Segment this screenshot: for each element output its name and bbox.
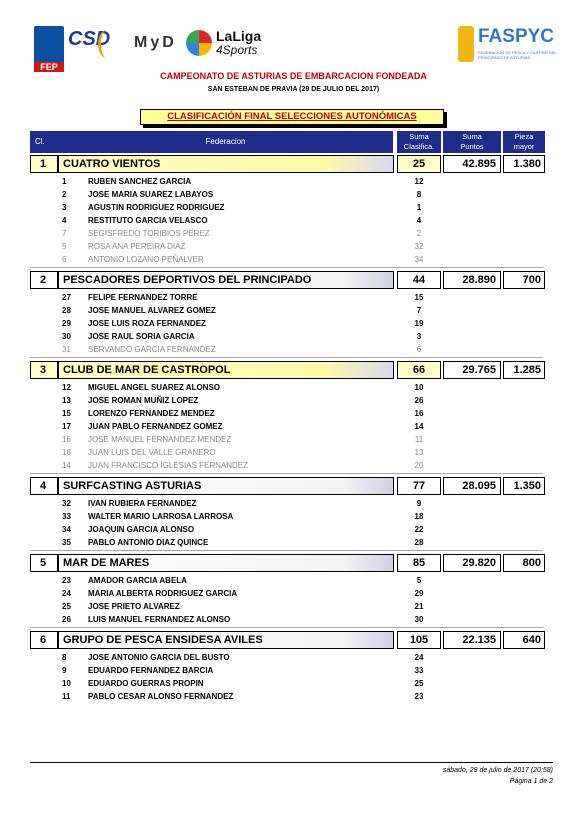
member-row: [30, 574, 545, 587]
member-name: LUIS MANUEL FERNANDEZ ALONSO: [88, 615, 231, 624]
team-position: 6: [40, 634, 47, 646]
team-name-cell: [58, 554, 394, 572]
member-clasifica: 18: [414, 512, 424, 521]
member-number: 34: [62, 525, 71, 534]
team-suma-clasifica-cell: [397, 477, 441, 495]
team-position: 5: [40, 557, 47, 569]
member-number: 11: [62, 692, 71, 701]
member-number: 15: [62, 409, 71, 418]
member-name: JOSE PRIETO ALVAREZ: [88, 602, 180, 611]
member-name: WALTER MARIO LARROSA LARROSA: [88, 512, 234, 521]
myd-logo: MyD: [134, 34, 177, 51]
member-row: [30, 433, 545, 446]
member-clasifica: 24: [414, 653, 424, 662]
team-position-cell: [30, 361, 58, 379]
member-row: [30, 330, 545, 343]
team-suma-clasifica-cell: [397, 361, 441, 379]
col-header-suma-puntos: [443, 131, 501, 153]
team-name-cell: [58, 361, 394, 379]
team-row: [30, 361, 545, 379]
footer-page: Página 1 de 2: [509, 778, 553, 785]
team-name: CUATRO VIENTOS: [63, 158, 161, 170]
member-number: 16: [62, 435, 71, 444]
team-suma-clasifica-cell: [397, 554, 441, 572]
member-clasifica: 10: [414, 383, 424, 392]
member-row: [30, 459, 545, 472]
team-position: 4: [40, 480, 47, 492]
member-clasifica: 13: [414, 448, 424, 457]
member-name: JOSE LUIS ROZA FERNANDEZ: [88, 319, 206, 328]
member-name: MARIA ALBERTA RODRIGUEZ GARCIA: [88, 589, 238, 598]
col-header-suma-clasifica: [397, 131, 441, 153]
member-clasifica: 19: [414, 319, 424, 328]
team-block: [30, 477, 545, 552]
member-number: 8: [62, 653, 67, 662]
team-suma-clasifica: 85: [412, 557, 426, 569]
member-name: FELIPE FERNANDEZ TORRE: [88, 293, 198, 302]
team-suma-clasifica: 77: [412, 480, 426, 492]
member-row: [30, 407, 545, 420]
member-name: JOSE ANTONIO GARCIA DEL BUSTO: [88, 653, 230, 662]
member-name: JUAN LUIS DEL VALLE GRANERO: [88, 448, 216, 457]
member-clasifica: 7: [416, 306, 422, 315]
col-federacion-label: Federacion: [205, 137, 246, 146]
member-row: [30, 497, 545, 510]
csd-logo: CSD: [68, 28, 111, 50]
team-suma-clasifica: 105: [409, 634, 429, 646]
col-puntos-label-1: Suma: [462, 132, 482, 141]
member-clasifica: 29: [414, 589, 424, 598]
member-number: 9: [62, 666, 67, 675]
member-number: 5: [62, 242, 67, 251]
team-name-cell: [58, 155, 394, 173]
member-row: [30, 651, 545, 664]
team-position: 3: [40, 364, 47, 376]
member-name: PABLO CESAR ALONSO FERNANDEZ: [88, 692, 234, 701]
member-clasifica: 26: [414, 396, 424, 405]
member-row: [30, 394, 545, 407]
member-row: [30, 613, 545, 626]
member-number: 26: [62, 615, 71, 624]
team-suma-puntos: 29.820: [462, 557, 496, 569]
member-clasifica: 21: [414, 602, 424, 611]
team-separator: [30, 473, 543, 475]
member-row: [30, 600, 545, 613]
member-name: RESTITUTO GARCIA VELASCO: [88, 216, 208, 225]
team-suma-puntos: 22.135: [462, 634, 496, 646]
member-name: PABLO ANTONIO DIAZ QUINCE: [88, 538, 209, 547]
team-row: [30, 271, 545, 289]
member-number: 14: [62, 461, 71, 470]
championship-title: CAMPEONATO DE ASTURIAS DE EMBARCACION FONDEADA: [160, 71, 427, 81]
team-suma-clasifica: 44: [412, 274, 426, 286]
laliga-logo: [216, 29, 261, 57]
member-name: JUAN PABLO FERNANDEZ GOMEZ: [88, 422, 223, 431]
member-number: 23: [62, 576, 71, 585]
faspyc-mark-icon: [458, 26, 474, 62]
member-clasifica: 4: [416, 216, 422, 225]
footer-date: sábado, 29 de julio de 2017 (20:58): [442, 767, 553, 774]
member-name: ROSA ANA PEREIRA DIAZ: [88, 242, 186, 251]
team-suma-puntos: 42.895: [462, 158, 496, 170]
team-pieza-mayor-cell: [503, 361, 545, 379]
team-block: [30, 631, 545, 703]
member-row: [30, 510, 545, 523]
faspyc-logo: [458, 24, 558, 72]
team-pieza-mayor-cell: [503, 271, 545, 289]
member-number: 7: [62, 229, 67, 238]
team-suma-clasifica-cell: [397, 631, 441, 649]
member-row: [30, 188, 545, 201]
logo-bar: [30, 24, 560, 76]
team-position-cell: [30, 477, 58, 495]
team-row: [30, 477, 545, 495]
member-clasifica: 34: [414, 255, 424, 264]
team-suma-puntos: 28.890: [462, 274, 496, 286]
member-name: JOSE MARIA SUAREZ LABAYOS: [88, 190, 214, 199]
team-row: [30, 631, 545, 649]
team-suma-clasifica-cell: [397, 271, 441, 289]
member-row: [30, 201, 545, 214]
team-pieza-mayor: 1.350: [513, 480, 541, 492]
member-clasifica: 32: [414, 242, 424, 251]
member-name: JOSE ROMAN MUÑIZ LOPEZ: [88, 396, 199, 405]
member-row: [30, 317, 545, 330]
member-name: AGUSTIN RODRIGUEZ RODRIGUEZ: [88, 203, 225, 212]
member-row: [30, 343, 545, 356]
member-name: RUBEN SANCHEZ GARCIA: [88, 177, 192, 186]
member-row: [30, 240, 545, 253]
member-number: 4: [62, 216, 67, 225]
member-row: [30, 175, 545, 188]
member-name: JOSE MANUEL ALVAREZ GOMEZ: [88, 306, 216, 315]
laliga-line1: LaLiga: [216, 28, 262, 44]
member-row: [30, 253, 545, 266]
member-name: IVAN RUBIERA FERNANDEZ: [88, 499, 197, 508]
member-number: 18: [62, 448, 71, 457]
member-clasifica: 30: [414, 615, 424, 624]
team-pieza-mayor: 700: [522, 274, 541, 286]
team-name: MAR DE MARES: [63, 557, 150, 569]
col-pieza-label-2: mayor: [513, 142, 535, 151]
member-name: JOSE RAUL SORIA GARCIA: [88, 332, 195, 341]
team-pieza-mayor-cell: [503, 631, 545, 649]
member-number: 6: [62, 255, 67, 264]
member-row: [30, 664, 545, 677]
team-position-cell: [30, 554, 58, 572]
member-number: 25: [62, 602, 71, 611]
team-pieza-mayor-cell: [503, 477, 545, 495]
member-clasifica: 16: [414, 409, 424, 418]
team-suma-puntos-cell: [443, 554, 501, 572]
member-number: 27: [62, 293, 71, 302]
member-row: [30, 536, 545, 549]
member-clasifica: 1: [416, 203, 422, 212]
team-separator: [30, 627, 543, 629]
member-name: JOAQUIN GARCIA ALONSO: [88, 525, 195, 534]
member-number: 31: [62, 345, 71, 354]
member-number: 29: [62, 319, 71, 328]
member-row: [30, 690, 545, 703]
member-clasifica: 14: [414, 422, 424, 431]
team-name: GRUPO DE PESCA ENSIDESA AVILES: [63, 634, 263, 646]
member-number: 35: [62, 538, 71, 547]
member-clasifica: 20: [414, 461, 424, 470]
team-block: [30, 554, 545, 629]
member-clasifica: 23: [414, 692, 424, 701]
col-header-cl: [30, 131, 58, 153]
team-suma-clasifica-cell: [397, 155, 441, 173]
member-number: 24: [62, 589, 71, 598]
team-suma-clasifica: 25: [412, 158, 426, 170]
team-name-cell: [58, 631, 394, 649]
team-suma-puntos-cell: [443, 631, 501, 649]
member-clasifica: 12: [414, 177, 424, 186]
team-pieza-mayor: 1.380: [513, 158, 541, 170]
member-number: 30: [62, 332, 71, 341]
member-clasifica: 9: [416, 499, 422, 508]
csd-arc-icon: [98, 30, 115, 58]
team-pieza-mayor: 800: [522, 557, 541, 569]
member-number: 2: [62, 190, 67, 199]
team-name: SURFCASTING ASTURIAS: [63, 480, 202, 492]
section-title: CLASIFICACIÓN FINAL SELECCIONES AUTONÓMICAS: [140, 109, 444, 125]
member-row: [30, 523, 545, 536]
member-row: [30, 587, 545, 600]
member-name: LORENZO FERNANDEZ MENDEZ: [88, 409, 215, 418]
team-name: PESCADORES DEPORTIVOS DEL PRINCIPADO: [63, 274, 312, 286]
col-header-federacion: [58, 131, 393, 153]
fep-logo-text: FEP: [34, 62, 64, 72]
team-separator: [30, 267, 543, 269]
member-row: [30, 214, 545, 227]
member-clasifica: 6: [416, 345, 422, 354]
member-number: 10: [62, 679, 71, 688]
member-name: EDUARDO FERNANDEZ BARCIA: [88, 666, 214, 675]
team-suma-puntos-cell: [443, 271, 501, 289]
member-name: SERVANDO GARCIA FERNANDEZ: [88, 345, 216, 354]
member-row: [30, 446, 545, 459]
member-number: 13: [62, 396, 71, 405]
member-number: 17: [62, 422, 71, 431]
member-number: 28: [62, 306, 71, 315]
team-pieza-mayor-cell: [503, 155, 545, 173]
team-block: [30, 361, 545, 475]
member-number: 3: [62, 203, 67, 212]
team-separator: [30, 550, 543, 552]
col-puntos-label-2: Puntos: [460, 142, 484, 151]
member-clasifica: 33: [414, 666, 424, 675]
member-name: SEGISFREDO TORIBIOS PEREZ: [88, 229, 210, 238]
member-clasifica: 22: [414, 525, 424, 534]
fep-logo: [34, 26, 64, 66]
member-row: [30, 291, 545, 304]
member-clasifica: 8: [416, 190, 422, 199]
member-row: [30, 227, 545, 240]
member-clasifica: 15: [414, 293, 424, 302]
member-row: [30, 677, 545, 690]
member-row: [30, 420, 545, 433]
member-name: JUAN FRANCISCO IGLESIAS FERNANDEZ: [88, 461, 249, 470]
member-clasifica: 25: [414, 679, 424, 688]
team-position: 2: [40, 274, 47, 286]
team-block: [30, 271, 545, 359]
member-name: JOSE MANUEL FERNANDEZ MENDEZ: [88, 435, 232, 444]
col-suma-label-2: Clasifica.: [403, 142, 435, 151]
team-pieza-mayor: 1.285: [513, 364, 541, 376]
member-number: 33: [62, 512, 71, 521]
team-suma-puntos-cell: [443, 361, 501, 379]
laliga-line2: 4Sports: [216, 43, 258, 57]
team-position: 1: [40, 158, 47, 170]
col-header-pieza-mayor: [503, 131, 545, 153]
team-name-cell: [58, 477, 394, 495]
team-name-cell: [58, 271, 394, 289]
team-suma-puntos-cell: [443, 155, 501, 173]
faspyc-subtitle: FEDERACION DE PESCA Y CASTING DEL PRINCIPADO DE ASTURIAS: [478, 50, 557, 60]
team-suma-clasifica: 66: [412, 364, 426, 376]
member-name: AMADOR GARCIA ABELA: [88, 576, 187, 585]
team-row: [30, 155, 545, 173]
team-position-cell: [30, 271, 58, 289]
member-name: ANTONIO LOZANO PEÑALVER: [88, 255, 204, 264]
member-row: [30, 304, 545, 317]
member-clasifica: 2: [416, 229, 422, 238]
team-position-cell: [30, 155, 58, 173]
team-pieza-mayor-cell: [503, 554, 545, 572]
member-name: EDUARDO GUERRAS PROPIN: [88, 679, 204, 688]
faspyc-name: FASPYC: [478, 26, 555, 47]
col-cl-label: Cl.: [35, 137, 45, 146]
championship-subtitle: SAN ESTEBAN DE PRAVIA (29 DE JULIO DEL 2017): [207, 86, 380, 93]
member-clasifica: 11: [414, 435, 424, 444]
member-name: MIGUEL ANGEL SUAREZ ALONSO: [88, 383, 221, 392]
team-suma-puntos: 28.095: [462, 480, 496, 492]
team-name: CLUB DE MAR DE CASTROPOL: [63, 364, 231, 376]
member-clasifica: 28: [414, 538, 424, 547]
col-pieza-label-1: Pieza: [514, 132, 534, 141]
team-separator: [30, 357, 543, 359]
member-clasifica: 3: [416, 332, 422, 341]
member-clasifica: 5: [416, 576, 422, 585]
member-number: 32: [62, 499, 71, 508]
team-suma-puntos: 29.765: [462, 364, 496, 376]
team-block: [30, 155, 545, 269]
laliga-ball-icon: [186, 30, 212, 56]
footer-divider: [30, 762, 553, 763]
member-number: 1: [62, 177, 67, 186]
team-row: [30, 554, 545, 572]
team-pieza-mayor: 640: [522, 634, 541, 646]
team-suma-puntos-cell: [443, 477, 501, 495]
member-number: 12: [62, 383, 71, 392]
team-position-cell: [30, 631, 58, 649]
col-suma-label-1: Suma: [409, 132, 429, 141]
classification-table: [30, 155, 545, 705]
member-row: [30, 381, 545, 394]
